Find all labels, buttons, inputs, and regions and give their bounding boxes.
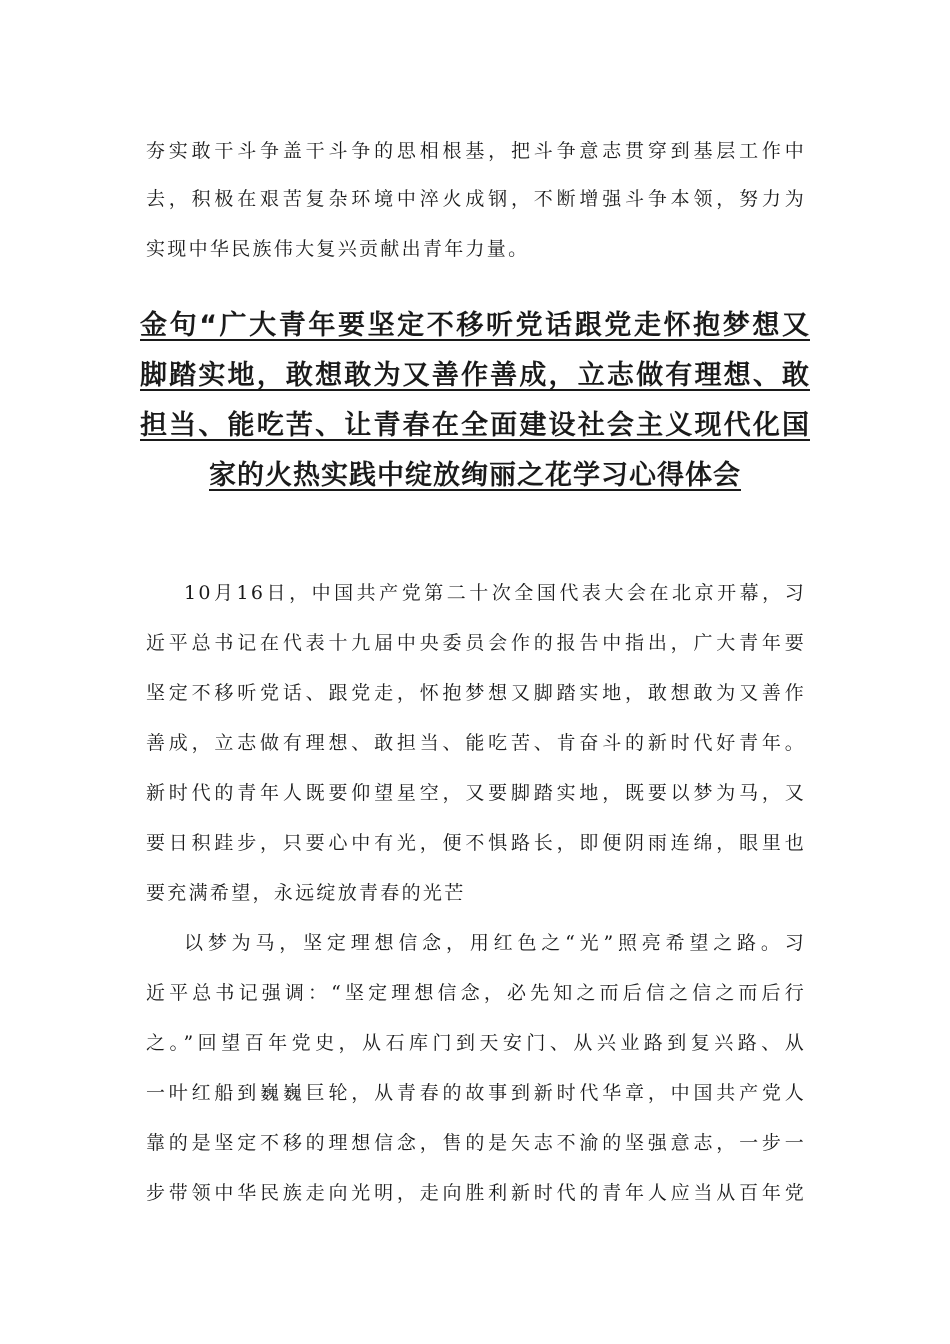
text-line: 步带领中华民族走向光明，走向胜利新时代的青年人应当从百年党	[146, 1182, 806, 1204]
text-line: 善成，立志做有理想、敢担当、能吃苦、肯奋斗的新时代好青年。	[146, 732, 806, 754]
text-line: 要充满希望，永远绽放青春的光芒	[146, 882, 466, 904]
heading-line: 担当、能吃苦、让青春在全面建设社会主义现代化国	[140, 410, 810, 441]
text-line: 夯实敢干斗争盖干斗争的思相根基，把斗争意志贯穿到基层工作中	[146, 140, 806, 162]
heading-line: 脚踏实地，敢想敢为又善作善成，立志做有理想、敢	[140, 360, 810, 391]
text-line: 新时代的青年人既要仰望星空，又要脚踏实地，既要以梦为马，又	[146, 782, 806, 804]
text-line: 靠的是坚定不移的理想信念，售的是矢志不渝的坚强意志，一步一	[146, 1132, 806, 1154]
heading-line: 金句“广大青年要坚定不移听党话跟党走怀抱梦想又	[140, 310, 810, 341]
text-line: 近平总书记强调：“坚定理想信念，必先知之而后信之信之而后行	[146, 982, 806, 1004]
text-line: 近平总书记在代表十九届中央委员会作的报告中指出，广大青年要	[146, 632, 806, 654]
text-line: 要日积跬步，只要心中有光，便不惧路长，即便阴雨连绵，眼里也	[146, 832, 806, 854]
text-line: 10月16日，中国共产党第二十次全国代表大会在北京开幕，习	[184, 582, 806, 604]
text-line: 实现中华民族伟大复兴贡献出青年力量。	[146, 238, 530, 260]
text-line: 以梦为马，坚定理想信念，用红色之“光”照亮希望之路。习	[184, 932, 806, 954]
heading-line: 家的火热实践中绽放绚丽之花学习心得体会	[209, 460, 741, 491]
text-line: 之。”回望百年党史，从石库门到天安门、从兴业路到复兴路、从	[146, 1032, 806, 1054]
text-line: 坚定不移听党话、跟党走，怀抱梦想又脚踏实地，敢想敢为又善作	[146, 682, 806, 704]
text-line: 一叶红船到巍巍巨轮，从青春的故事到新时代华章，中国共产党人	[146, 1082, 806, 1104]
text-line: 去，积极在艰苦复杂环境中淬火成钢，不断增强斗争本领，努力为	[146, 188, 806, 210]
